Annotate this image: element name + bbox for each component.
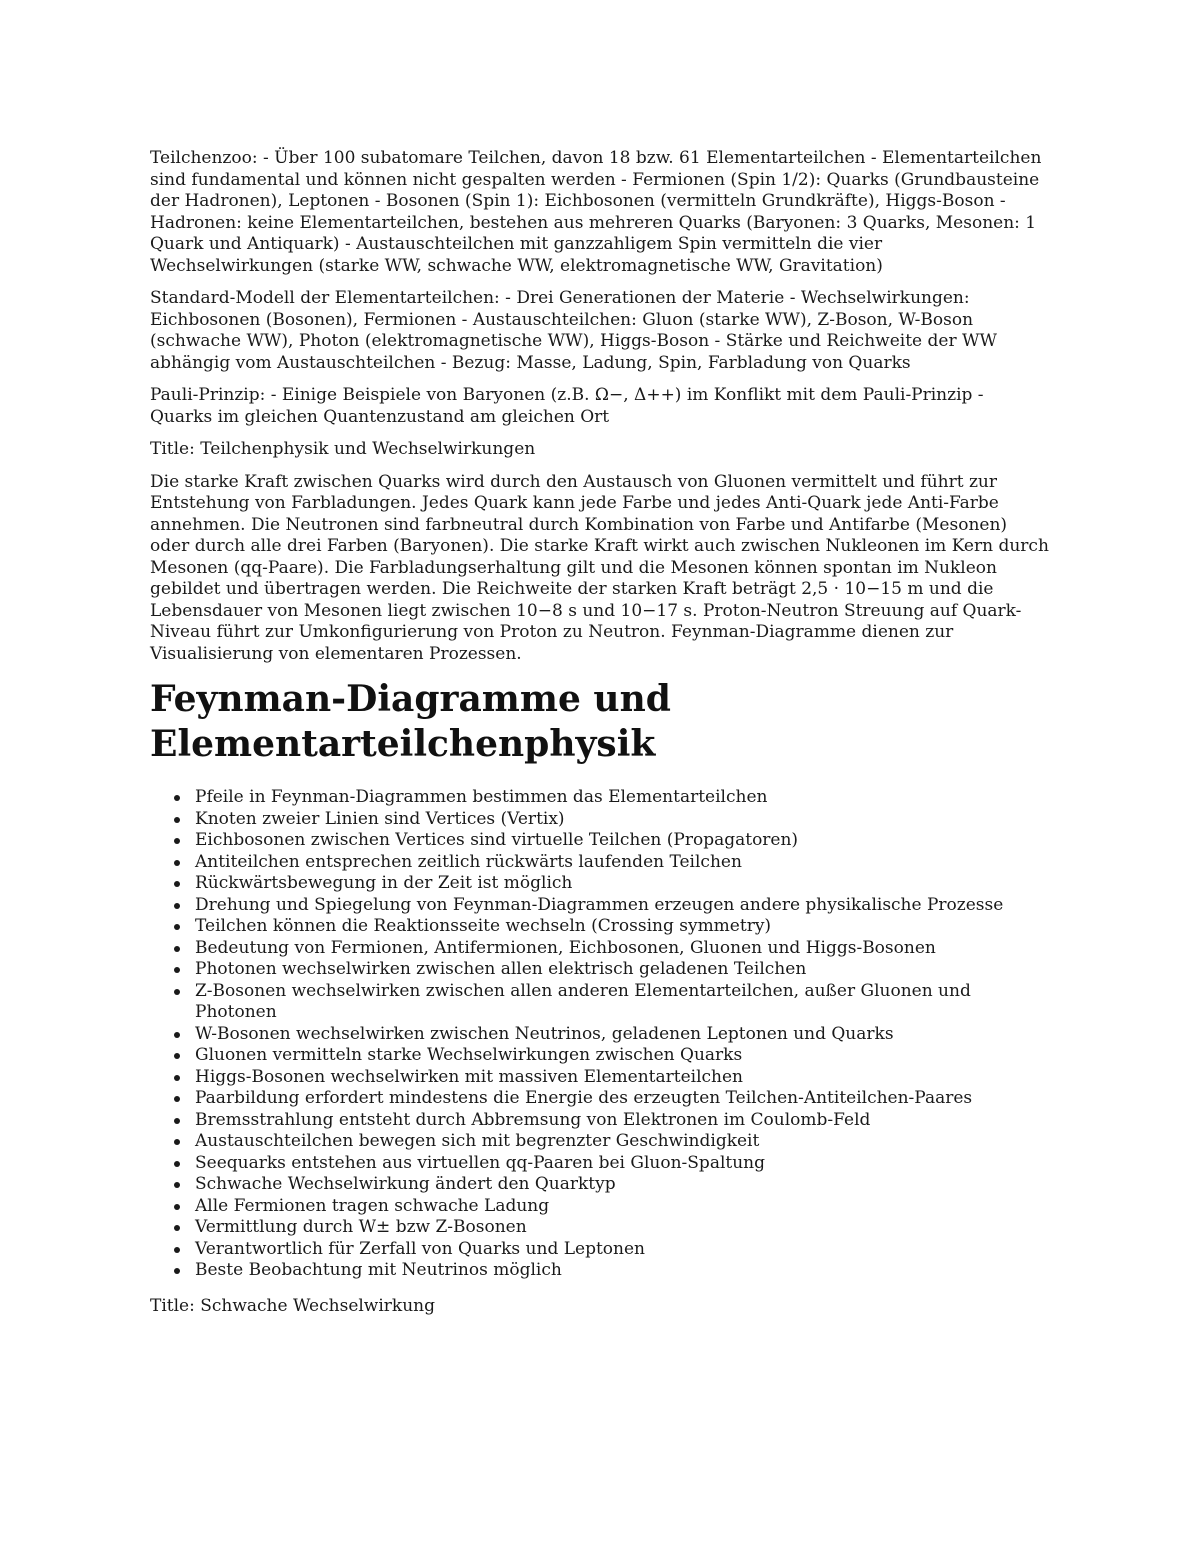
- title-line-teilchenphysik: Title: Teilchenphysik und Wechselwirkungen: [150, 439, 536, 459]
- bullet-dot-icon: [174, 795, 180, 801]
- paragraph-pauli-prinzip: Pauli-Prinzip: - Einige Beispiele von Baryonen (z.B. Ω−, Δ++) im Konflikt mit dem Pauli-Prinzip - Quarks im gleichen Quantenzustand am gleichen Ort: [150, 385, 984, 427]
- list-item-text: Bremsstrahlung entsteht durch Abbremsung von Elektronen im Coulomb-Feld: [195, 1109, 871, 1130]
- bullet-dot-icon: [174, 838, 180, 844]
- list-item-text: Antiteilchen entsprechen zeitlich rückwärts laufenden Teilchen: [195, 851, 742, 872]
- list-item-text: Vermittlung durch W± bzw Z-Bosonen: [195, 1217, 527, 1237]
- list-item-text: Bedeutung von Fermionen, Antifermionen, Eichbosonen, Gluonen und Higgs-Bosonen: [195, 937, 936, 958]
- list-item: [150, 1260, 1050, 1282]
- bullet-dot-icon: [174, 1225, 180, 1231]
- list-item: [150, 1088, 1050, 1110]
- bullet-dot-icon: [174, 1182, 180, 1188]
- list-item-text: Drehung und Spiegelung von Feynman-Diagrammen erzeugen andere physikalische Prozesse: [195, 894, 1004, 915]
- list-item: [150, 1217, 1050, 1239]
- list-item-text: Schwache Wechselwirkung ändert den Quarktyp: [195, 1174, 616, 1194]
- bullet-dot-icon: [174, 1204, 180, 1210]
- list-item: [150, 830, 1050, 852]
- bullet-dot-icon: [174, 817, 180, 823]
- list-item: [150, 1024, 1050, 1046]
- bullet-dot-icon: [174, 1247, 180, 1253]
- list-item-text: Seequarks entstehen aus virtuellen qq-Paaren bei Gluon-Spaltung: [195, 1152, 765, 1173]
- list-item: [150, 1110, 1050, 1132]
- bullet-dot-icon: [174, 967, 180, 973]
- list-item: [150, 938, 1050, 960]
- paragraph-starke-kraft: Die starke Kraft zwischen Quarks wird durch den Austausch von Gluonen vermittelt und führt zur Entstehung von Farbladungen. Jedes Quark kann jede Farbe und jedes Anti-Quark jede Anti-Farbe annehmen. Die Neutronen sind farbneutral durch Kombination von Farbe und Antifarbe (Mesonen) oder durch alle drei Farben (Baryonen). Die starke Kraft wirkt auch zwischen Nukleonen im Kern durch Mesonen (qq-Paare). Die Farbladungserhaltung gilt und die Mesonen können spontan im Nukleon gebildet und übertragen werden. Die Reichweite der starken Kraft beträgt 2,5 · 10−15 m und die Lebensdauer von Mesonen liegt zwischen 10−8 s und 10−17 s. Proton-Neutron Streuung auf Quark-Niveau führt zur Umkonfigurierung von Proton zu Neutron. Feynman-Diagramme dienen zur Visualisierung von elementaren Prozessen.: [150, 471, 1049, 664]
- list-item-text: Austauschteilchen bewegen sich mit begrenzter Geschwindigkeit: [195, 1131, 760, 1151]
- list-item-text: Paarbildung erfordert mindestens die Energie des erzeugten Teilchen-Antiteilchen-Paares: [195, 1088, 973, 1108]
- bullet-dot-icon: [174, 1053, 180, 1059]
- list-item-text: Pfeile in Feynman-Diagrammen bestimmen das Elementarteilchen: [195, 787, 768, 807]
- list-item: [150, 1153, 1050, 1175]
- list-item-text: Beste Beobachtung mit Neutrinos möglich: [195, 1260, 562, 1280]
- bullet-dot-icon: [174, 1118, 180, 1124]
- list-item-text: Photonen wechselwirken zwischen allen elektrisch geladenen Teilchen: [195, 959, 807, 979]
- list-item: [150, 1045, 1050, 1067]
- bullet-dot-icon: [174, 1032, 180, 1038]
- section-heading: Feynman-Diagramme und Elementarteilchenphysik: [150, 678, 671, 765]
- list-item: [150, 895, 1050, 917]
- list-item: [150, 787, 1050, 809]
- bullet-dot-icon: [174, 989, 180, 995]
- bullet-dot-icon: [174, 1161, 180, 1167]
- bullet-list: [150, 787, 1050, 1282]
- list-item: [150, 852, 1050, 874]
- list-item: [150, 809, 1050, 831]
- list-item-text: Verantwortlich für Zerfall von Quarks und Leptonen: [195, 1238, 645, 1259]
- bullet-dot-icon: [174, 946, 180, 952]
- paragraph-teilchenzoo: Teilchenzoo: - Über 100 subatomare Teilchen, davon 18 bzw. 61 Elementarteilchen - Elementarteilchen sind fundamental und können nicht gespalten werden - Fermionen (Spin 1/2): Quarks (Grundbausteine der Hadronen), Leptonen - Bosonen (Spin 1): Eichbosonen (vermitteln Grundkräfte), Higgs-Boson - Hadronen: keine Elementarteilchen, bestehen aus mehreren Quarks (Baryonen: 3 Quarks, Mesonen: 1 Quark und Antiquark) - Austauschteilchen mit ganzzahligem Spin vermitteln die vier Wechselwirkungen (starke WW, schwache WW, elektromagnetische WW, Gravitation): [150, 148, 1042, 276]
- list-item: [150, 981, 1050, 1024]
- list-item: [150, 916, 1050, 938]
- list-item: [150, 1131, 1050, 1153]
- paragraph-standard-modell: Standard-Modell der Elementarteilchen: - Drei Generationen der Materie - Wechselwirkungen: Eichbosonen (Bosonen), Fermionen - Austauschteilchen: Gluon (starke WW), Z-Boson, W-Boson (schwache WW), Photon (elektromagnetische WW), Higgs-Boson - Stärke und Reichweite der WW abhängig vom Austauschteilchen - Bezug: Masse, Ladung, Spin, Farbladung von Quarks: [150, 288, 997, 373]
- list-item: [150, 959, 1050, 981]
- list-item-text: Rückwärtsbewegung in der Zeit ist möglich: [195, 873, 573, 893]
- list-item-text: W-Bosonen wechselwirken zwischen Neutrinos, geladenen Leptonen und Quarks: [195, 1023, 894, 1044]
- closing-title-line: Title: Schwache Wechselwirkung: [150, 1295, 436, 1316]
- list-item-text: Teilchen können die Reaktionsseite wechseln (Crossing symmetry): [195, 916, 772, 936]
- bullet-dot-icon: [174, 1075, 180, 1081]
- list-item-text: Alle Fermionen tragen schwache Ladung: [195, 1195, 550, 1216]
- list-item-text: Z-Bosonen wechselwirken zwischen allen anderen Elementarteilchen, außer Gluonen und Photonen: [195, 980, 971, 1022]
- bullet-dot-icon: [174, 881, 180, 887]
- list-item: [150, 1174, 1050, 1196]
- bullet-dot-icon: [174, 903, 180, 909]
- bullet-dot-icon: [174, 1096, 180, 1102]
- bullet-dot-icon: [174, 1139, 180, 1145]
- list-item: [150, 873, 1050, 895]
- bullet-dot-icon: [174, 924, 180, 930]
- list-item: [150, 1067, 1050, 1089]
- list-item-text: Gluonen vermitteln starke Wechselwirkungen zwischen Quarks: [195, 1045, 743, 1065]
- bullet-dot-icon: [174, 860, 180, 866]
- list-item: [150, 1196, 1050, 1218]
- bullet-dot-icon: [174, 1268, 180, 1274]
- list-item-text: Knoten zweier Linien sind Vertices (Vertix): [195, 808, 565, 829]
- list-item: [150, 1239, 1050, 1261]
- document-page: [150, 148, 1050, 1333]
- list-item-text: Eichbosonen zwischen Vertices sind virtuelle Teilchen (Propagatoren): [195, 830, 799, 850]
- list-item-text: Higgs-Bosonen wechselwirken mit massiven Elementarteilchen: [195, 1066, 744, 1087]
